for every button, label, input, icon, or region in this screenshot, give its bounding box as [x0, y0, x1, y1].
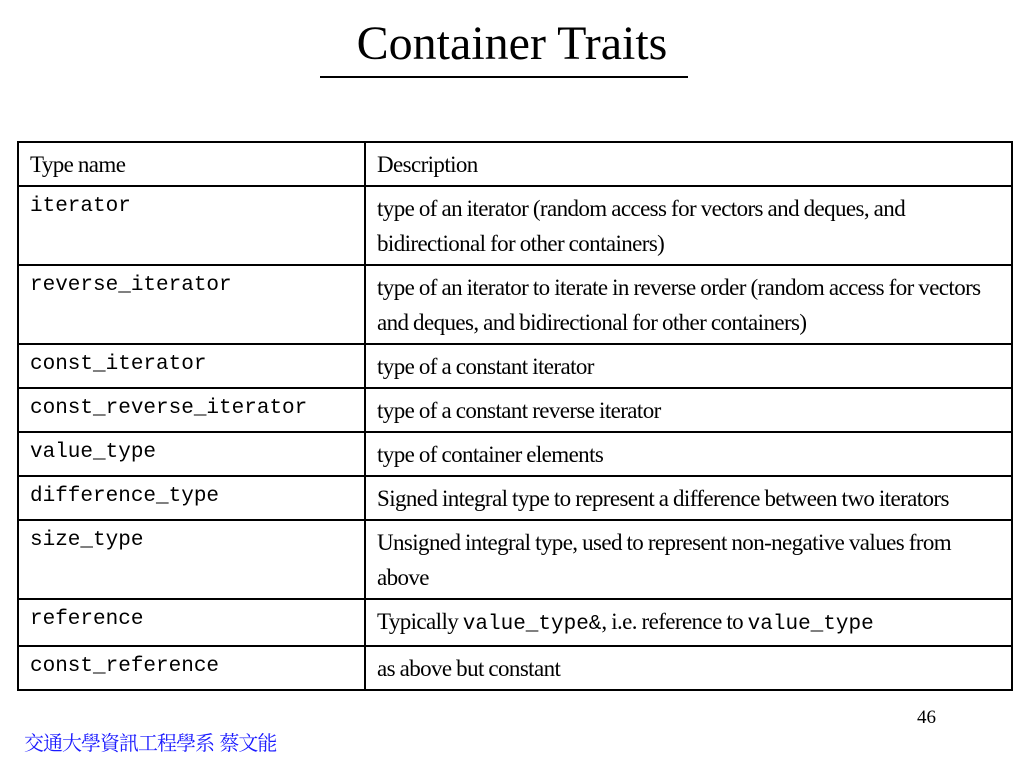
type-name-cell: const_reference	[18, 646, 365, 690]
footer-credit: 交通大學資訊工程學系 蔡文能	[24, 731, 277, 755]
table-row	[18, 388, 1012, 432]
table-row	[18, 476, 1012, 520]
type-name-cell: const_iterator	[18, 344, 365, 388]
table-row	[18, 265, 1012, 344]
description-cell: type of container elements	[365, 432, 1012, 476]
code-value-type-ref: value_type&	[462, 613, 602, 636]
type-name-cell: reference	[18, 599, 365, 646]
table-header-row	[18, 142, 1012, 186]
description-text: , i.e. reference to	[601, 609, 748, 634]
type-name-cell: const_reverse_iterator	[18, 388, 365, 432]
description-cell: as above but constant	[365, 646, 1012, 690]
type-name-cell: reverse_iterator	[18, 265, 365, 344]
title-underline	[320, 76, 688, 78]
table-row	[18, 344, 1012, 388]
description-cell: type of a constant reverse iterator	[365, 388, 1012, 432]
type-name-cell: iterator	[18, 186, 365, 265]
header-type-name: Type name	[18, 142, 365, 186]
code-value-type: value_type	[747, 613, 874, 636]
table-row	[18, 432, 1012, 476]
table-row	[18, 186, 1012, 265]
table-row	[18, 646, 1012, 690]
table-row	[18, 520, 1012, 599]
type-name-cell: difference_type	[18, 476, 365, 520]
description-cell: Unsigned integral type, used to represent non-negative values from above	[365, 520, 1012, 599]
description-cell: type of an iterator to iterate in reverse order (random access for vectors and deques, and bidirectional for other containers)	[365, 265, 1012, 344]
description-cell	[365, 599, 1012, 646]
description-cell: Signed integral type to represent a difference between two iterators	[365, 476, 1012, 520]
header-description: Description	[365, 142, 1012, 186]
type-name-cell: size_type	[18, 520, 365, 599]
container-traits-table	[17, 141, 1013, 691]
description-cell: type of a constant iterator	[365, 344, 1012, 388]
page-number: 46	[917, 707, 936, 728]
description-cell: type of an iterator (random access for vectors and deques, and bidirectional for other containers)	[365, 186, 1012, 265]
slide-title: Container Traits	[356, 17, 668, 70]
table-row	[18, 599, 1012, 646]
description-text: Typically	[377, 609, 463, 634]
type-name-cell: value_type	[18, 432, 365, 476]
